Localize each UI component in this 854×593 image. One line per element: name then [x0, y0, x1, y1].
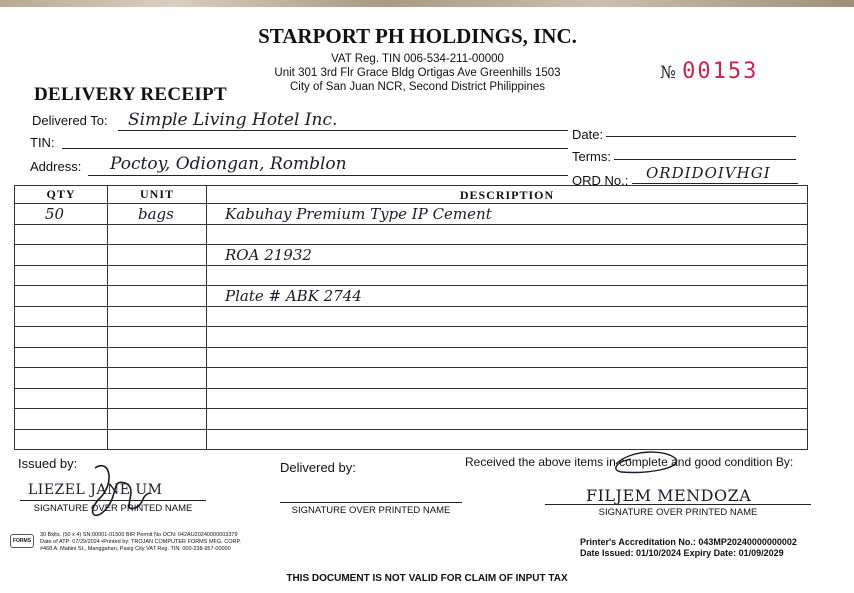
- issued-by-name: LIEZEL JANE UM: [28, 482, 163, 498]
- issued-by-signature: [80, 458, 160, 528]
- unit-cell: [108, 224, 207, 245]
- description-header: DESCRIPTION: [207, 186, 808, 204]
- unit-cell: [108, 409, 207, 430]
- qty-cell: [15, 245, 108, 266]
- description-cell: [207, 409, 808, 430]
- address-value: Poctoy, Odiongan, Romblon: [110, 154, 347, 174]
- printer-line2: Date of ATP: 07/29/2024 ▪Printed by: TROJAN COMPUTER FORMS MFG. CORP.: [40, 539, 241, 545]
- received-by-name: FILJEM MENDOZA: [586, 486, 752, 505]
- company-name: STARPORT PH HOLDINGS, INC.: [258, 24, 577, 48]
- table-row: [15, 286, 808, 307]
- tin-label: TIN:: [30, 135, 55, 150]
- date-label: Date:: [572, 127, 604, 142]
- issued-by-caption: SIGNATURE OVER PRINTED NAME: [20, 500, 206, 514]
- qty-cell: [15, 327, 108, 348]
- table-row: [15, 368, 808, 389]
- number-symbol: №: [660, 63, 677, 83]
- delivered-to-line: [118, 130, 568, 131]
- table-row: [15, 409, 808, 430]
- table-row: [15, 347, 808, 368]
- description-cell: [207, 265, 808, 286]
- accreditation-dates: Date Issued: 01/10/2024 Expiry Date: 01/09/2029: [580, 548, 784, 558]
- table-row: [15, 327, 808, 348]
- table-row: [15, 265, 808, 286]
- company-address-line1: Unit 301 3rd Flr Grace Bldg Ortigas Ave Greenhills 1503: [274, 67, 561, 79]
- terms-line: [614, 159, 796, 160]
- table-row: [15, 204, 808, 225]
- ord-no-line: [632, 183, 798, 184]
- printer-logo: FORMS: [10, 534, 34, 548]
- document-title: DELIVERY RECEIPT: [34, 84, 227, 105]
- receipt-number: [660, 58, 758, 84]
- table-row: [15, 306, 808, 327]
- ord-no-label: ORD No.:: [572, 173, 629, 188]
- table-row: [15, 224, 808, 245]
- qty-cell: [15, 388, 108, 409]
- unit-cell: [108, 429, 207, 450]
- address-line: [88, 175, 568, 176]
- table-header-row: [15, 186, 808, 204]
- description-cell: [207, 306, 808, 327]
- qty-cell: [15, 368, 108, 389]
- unit-cell: [108, 388, 207, 409]
- company-address-line2: City of San Juan NCR, Second District Philippines: [289, 81, 546, 93]
- qty-cell: 50: [15, 204, 108, 225]
- company-tin: VAT Reg. TIN 006-534-211-00000: [331, 53, 504, 65]
- unit-cell: bags: [108, 204, 207, 225]
- unit-cell: [108, 286, 207, 307]
- printer-accreditation: Printer's Accreditation No.: 043MP20240000000002: [580, 537, 797, 547]
- qty-cell: [15, 265, 108, 286]
- qty-header: QTY: [15, 186, 108, 204]
- table-row: [15, 429, 808, 450]
- description-cell: [207, 388, 808, 409]
- description-cell: Kabuhay Premium Type IP Cement: [207, 204, 808, 225]
- description-cell: [207, 224, 808, 245]
- date-line: [606, 136, 796, 137]
- delivered-to-value: Simple Living Hotel Inc.: [128, 110, 338, 130]
- unit-cell: [108, 347, 207, 368]
- table-row: [15, 245, 808, 266]
- qty-cell: [15, 306, 108, 327]
- description-cell: Plate # ABK 2744: [207, 286, 808, 307]
- terms-label: Terms:: [572, 149, 611, 164]
- unit-cell: [108, 306, 207, 327]
- ord-no-value: ORDIDOIVHGI: [646, 164, 771, 182]
- delivered-to-label: Delivered To:: [32, 113, 108, 128]
- top-edge-strip: [0, 0, 854, 7]
- received-by-caption: SIGNATURE OVER PRINTED NAME: [545, 504, 811, 518]
- items-table: [14, 185, 808, 450]
- unit-header: UNIT: [108, 186, 207, 204]
- footer-disclaimer: THIS DOCUMENT IS NOT VALID FOR CLAIM OF INPUT TAX: [286, 573, 568, 584]
- description-cell: [207, 347, 808, 368]
- unit-cell: [108, 327, 207, 348]
- unit-cell: [108, 368, 207, 389]
- description-cell: [207, 429, 808, 450]
- unit-cell: [108, 245, 207, 266]
- description-cell: ROA 21932: [207, 245, 808, 266]
- received-stroke-mark: [606, 444, 686, 484]
- printer-line1: 30 Bklts. (50 x 4) SN:00001-01500 BIR Permit No OCN: 042AU20240000003379: [40, 532, 238, 538]
- qty-cell: [15, 429, 108, 450]
- table-row: [15, 388, 808, 409]
- description-cell: [207, 327, 808, 348]
- issued-by-label: Issued by:: [18, 456, 78, 471]
- tin-line: [62, 148, 568, 149]
- delivered-by-label: Delivered by:: [280, 460, 356, 475]
- printer-line3: #468 A. Mabini St., Manggahan, Pasig City VAT Reg. TIN: 000-238-957-00000: [40, 546, 231, 552]
- receipt-number-value: 00153: [682, 59, 759, 84]
- qty-cell: [15, 409, 108, 430]
- qty-cell: [15, 347, 108, 368]
- address-label: Address:: [30, 159, 82, 174]
- received-label: Received the above items in complete and good condition By:: [465, 455, 794, 469]
- unit-cell: [108, 265, 207, 286]
- delivered-by-caption: SIGNATURE OVER PRINTED NAME: [280, 502, 462, 516]
- qty-cell: [15, 224, 108, 245]
- description-cell: [207, 368, 808, 389]
- qty-cell: [15, 286, 108, 307]
